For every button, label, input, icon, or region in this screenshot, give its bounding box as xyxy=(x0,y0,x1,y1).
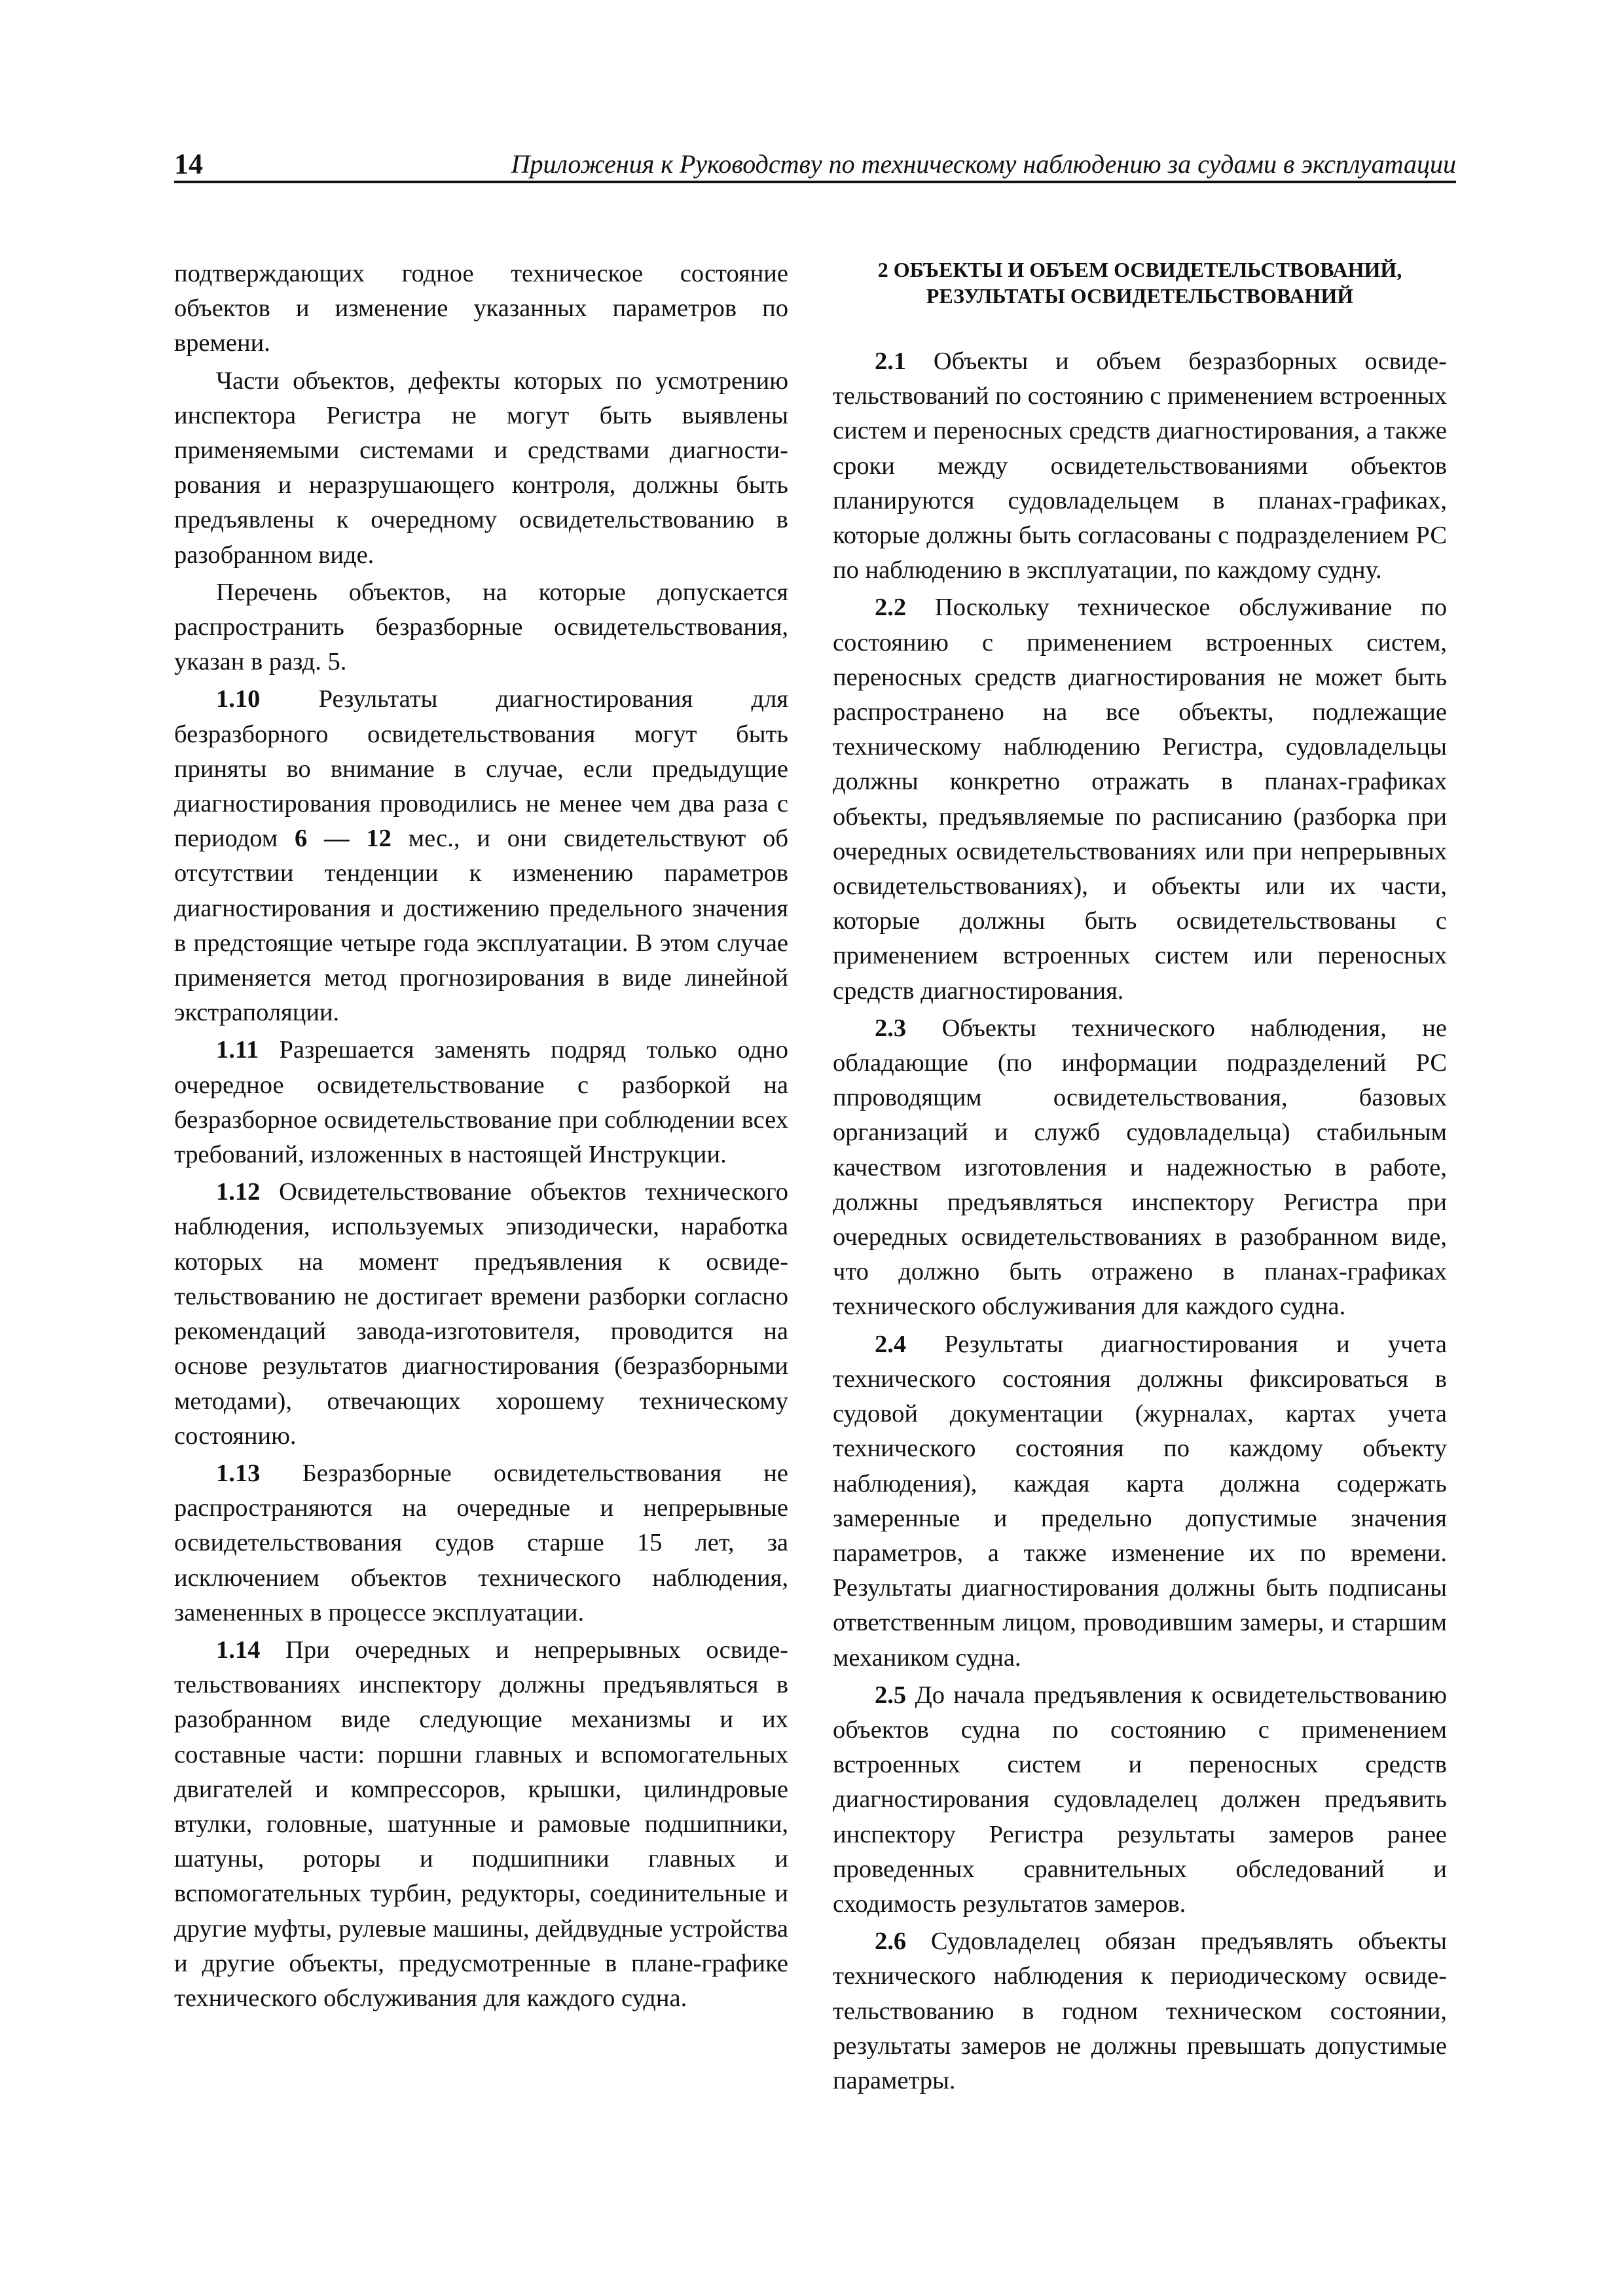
clause-1-13 xyxy=(174,1456,788,1630)
clause-text: Поскольку техническое обслуживание по состоянию с применением встроенных систем, переносных средств диагностирования не может быть распространено на все объекты, подлежащие техническому наблюдению Регистра, судовладельцы должны конкретно отражать в планах-графиках объекты, предъявляемые по расписанию (разборка при очередных освидетельствованиях или при непрерывных освидетельствованиях), и объекты или их части, которые должны быть освидетельствованы с применением встроенных систем или переносных средств диагностирования. xyxy=(833,594,1447,1005)
clause-2-1 xyxy=(833,344,1447,588)
paragraph-text: Перечень объектов, на которые допускается распространить безразборные освидетельствования, указан в разд. 5. xyxy=(174,578,788,676)
clause-1-12 xyxy=(174,1175,788,1454)
clause-text: Судовладелец обязан предъявлять объекты технического наблюдения к периодическому освидетельствованию в годном техническом состоянии, результаты замеров не должны превышать допустимые параметры. xyxy=(833,1928,1447,2094)
clause-2-3 xyxy=(833,1011,1447,1325)
right-column xyxy=(833,257,1447,2101)
clause-number: 1.10 xyxy=(216,685,261,713)
clause-text: При очередных и непрерывных освидетельствованиях инспектору должны предъявляться в разобранном виде следующие механизмы и их составные части: поршни главных и вспомогательных двигателей и компрессоров, крышки, цилиндровые втулки, головные, шатунные и рамовые подшипники, шатуны, роторы и подшипники главных и вспомогательных турбин, редукторы, соединительные и другие муфты, рулевые машины, дейдвудные устройства и другие объекты, предусмотренные в плане-графике технического обслуживания для каждого судна. xyxy=(174,1636,788,2012)
section-heading-line: 2 ОБЪЕКТЫ И ОБЪЕМ ОСВИДЕТЕЛЬСТВОВАНИЙ, xyxy=(877,258,1402,281)
clause-1-10 xyxy=(174,682,788,1030)
clause-number: 2.3 xyxy=(875,1014,907,1042)
clause-number: 2.6 xyxy=(875,1928,907,1956)
section-heading-line: РЕЗУЛЬТАТЫ ОСВИДЕТЕЛЬСТВОВАНИЙ xyxy=(926,284,1354,308)
clause-number: 2.4 xyxy=(875,1330,907,1358)
clause-number: 2.1 xyxy=(875,348,907,375)
clause-2-5 xyxy=(833,1678,1447,1922)
clause-text: Безразборные освидетельствования не распространяются на очередные и непрерывные освидетельствования судов старше xyxy=(174,1459,788,1557)
clause-text: Освидетельствование объектов технического наблюдения, используемых эпизодически, наработка которых на момент предъявления к освидетельствованию не достигает времени разборки согласно рекомендаций завода-изготовителя, проводится на основе результатов диагностирования (безразборными методами), отвечающих хорошему техническому состоянию. xyxy=(174,1178,788,1450)
paragraph-object-list xyxy=(174,575,788,680)
clause-number: 1.14 xyxy=(216,1636,261,1664)
clause-number: 1.12 xyxy=(216,1178,261,1206)
clause-text: мес., и они свидетельствуют об отсутствии тенденции к изменению параметров диагностирования и достижению предельного значения в предстоящие четыре года эксплуатации. В этом случае применяется метод прогнозирования в виде линейной экстраполяции. xyxy=(174,825,789,1027)
paragraph-text: подтверждающих годное техническое состояние объектов и изменение указанных параметров по времени. xyxy=(174,260,788,357)
clause-number: 1.11 xyxy=(216,1036,259,1064)
period-value: 6 — 12 xyxy=(294,825,392,853)
clause-text: Объекты и объем безразборных освидетельствований по состоянию с применением встроенных систем и переносных средств диагностирования, а также сроки между освидетельствованиями объектов планируются судовладельцем в планах-графиках, которые должны быть согласованы с подразделением РС по наблюдению в эксплуатации, по каждому судну. xyxy=(833,348,1447,584)
clause-2-2 xyxy=(833,590,1447,1008)
clause-text: лет, за исключением объектов технического наблюдения, замененных в процессе эксплуатации. xyxy=(174,1529,789,1626)
clause-1-14 xyxy=(174,1633,788,2016)
left-column xyxy=(174,257,788,2018)
clause-text: До начала предъявления к освидетельствованию объектов судна по состоянию с применением встроенных систем и переносных средств диагностирования судовладелец должен предъявить инспектору Регистра результаты замеров ранее проведенных сравнительных обследований и сходимость результатов замеров. xyxy=(833,1681,1447,1918)
page-number: 14 xyxy=(174,148,203,180)
clause-1-11 xyxy=(174,1033,788,1172)
paragraph-text: Части объектов, дефекты которых по усмотрению инспектора Регистра не могут быть выявлены применяемыми системами и средствами диагностирования и неразрушающего контроля, должны быть предъявлены к очередному освидетельствованию в разобранном виде. xyxy=(174,367,788,569)
section-2-heading xyxy=(833,257,1447,309)
clause-number: 1.13 xyxy=(216,1459,261,1487)
clause-text: Результаты диагностирования для безразборного освидетельствования могут быть приняты во внимание в случае, если предыдущие диагностирования проводились не менее чем два раза с периодом xyxy=(174,685,788,853)
clause-number: 2.5 xyxy=(875,1681,907,1709)
paragraph-object-parts xyxy=(174,364,788,573)
clause-text: Результаты диагностирования и учета технического состояния должны фиксироваться в судовой документации (журналах, картах учета технического состояния по каждому объекту наблюдения), каждая карта должна содержать замеренные и предельно допустимые значения параметров, а также изменение их по времени. Результаты диагностирования должны быть подписаны ответственным лицом, проводившим замеры, и старшим механиком судна. xyxy=(833,1330,1447,1672)
clause-2-6 xyxy=(833,1924,1447,2098)
clause-number: 2.2 xyxy=(875,594,907,622)
clause-2-4 xyxy=(833,1327,1447,1676)
age-value: 15 xyxy=(636,1529,663,1557)
page-header xyxy=(174,148,1456,183)
paragraph-continuation xyxy=(174,257,788,361)
clause-text: Объекты технического наблюдения, не обладающие (по информации подразделений РС ппроводящим освидетельствования, базовых организаций и служб судовладельца) стабильным качеством изготовления и надежностью в работе, должны предъявляться инспектору Регистра при очередных освидетельствованиях в разобранном виде, что должно быть отражено в планах-графиках технического обслуживания для каждого судна. xyxy=(833,1014,1447,1321)
running-title: Приложения к Руководству по техническому наблюдению за судами в эксплуатации xyxy=(511,149,1456,179)
clause-text: Разрешается заменять подряд только одно очередное освидетельствование с разборкой на безразборное освидетельствование при соблюдении всех требований, изложенных в настоящей Инструкции. xyxy=(174,1036,788,1169)
